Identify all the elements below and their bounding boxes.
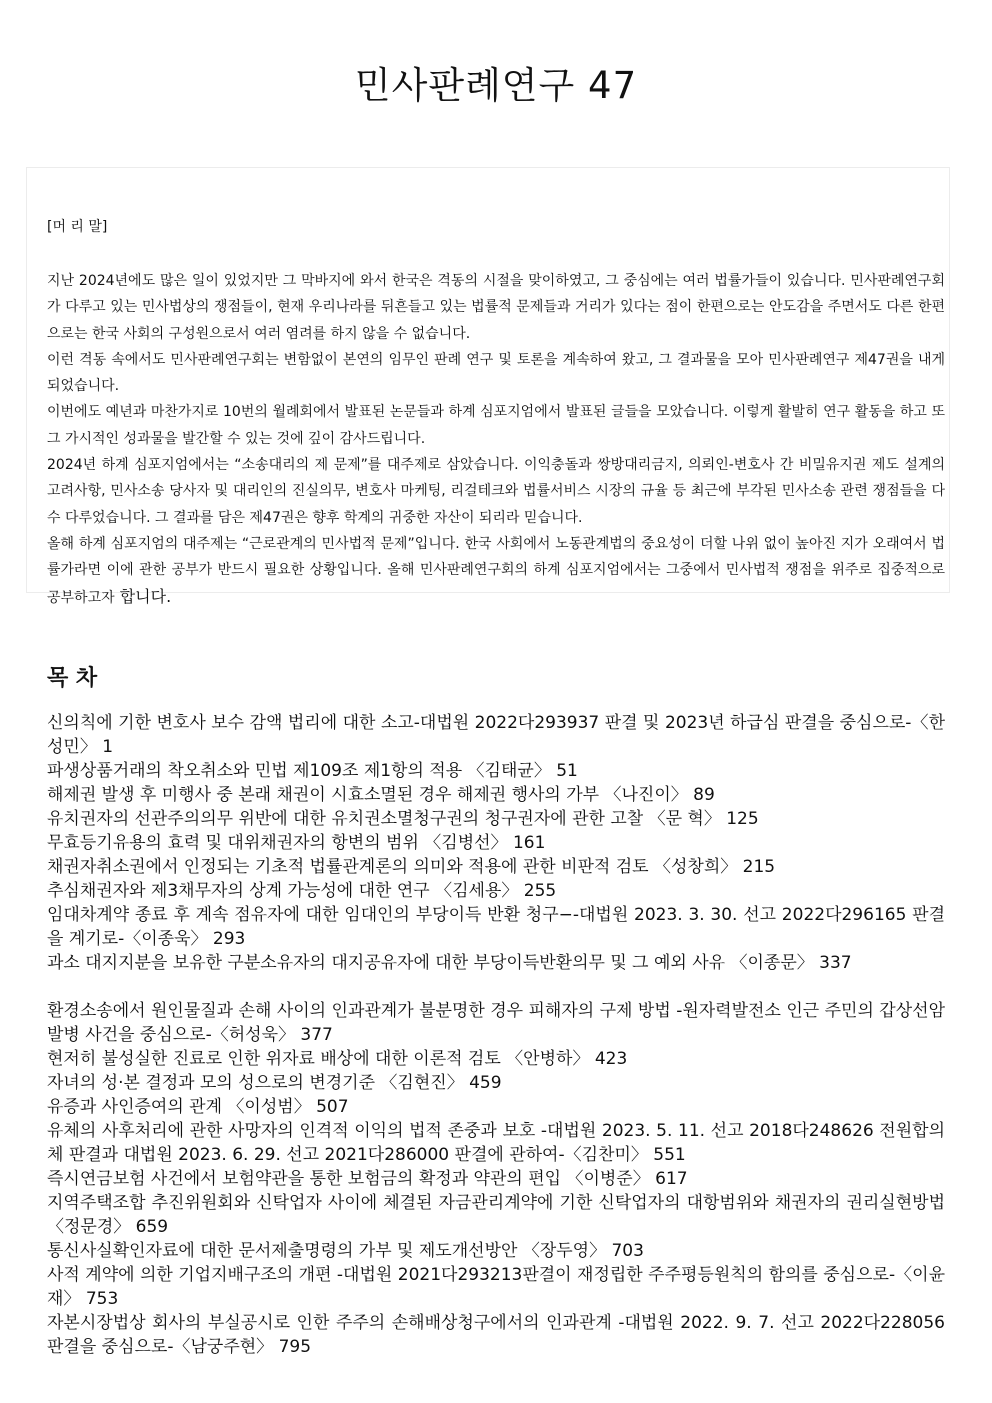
preface-paragraph-text: 올해 하계 심포지엄의 대주제는 “근로관계의 민사법적 문제”입니다. 한국 사회에서 노동관계법의 중요성이 더할 나위 없이 높아진 지가 오래여서 법률가라면 이에 관한 공부가 반드시 필요한 상황입니다. 올해 민사판례연구회의 하계 심포지엄에서는 그중에서 민사법적 쟁점을 위주로 집중적으로 공부하고자 <box>47 535 945 606</box>
toc-entry: 임대차계약 종료 후 계속 점유자에 대한 임대인의 부당이득 반환 청구−-대법원 2023. 3. 30. 선고 2022다296165 판결을 계기로-〈이종욱〉 293 <box>47 905 945 949</box>
toc-entry: 해제권 발생 후 미행사 중 본래 채권이 시효소멸된 경우 해제권 행사의 가부 〈나진이〉 89 <box>47 785 715 805</box>
toc-entry: 파생상품거래의 착오취소와 민법 제109조 제1항의 적용 〈김태균〉 51 <box>47 761 578 781</box>
preface-paragraph-tail: 합니다. <box>114 586 172 606</box>
preface-paragraph: 이번에도 예년과 마찬가지로 10번의 월례회에서 발표된 논문들과 하계 심포지엄에서 발표된 글들을 모았습니다. 이렇게 활발히 연구 활동을 하고 또 그 가시적인 성과물을 발간할 수 있는 것에 깊이 감사드립니다. <box>47 404 945 447</box>
toc-entry: 환경소송에서 원인물질과 손해 사이의 인과관계가 불분명한 경우 피해자의 구제 방법 -원자력발전소 인근 주민의 갑상선암 발병 사건을 중심으로-〈허성욱〉 377 <box>47 1001 945 1045</box>
preface-paragraph: 2024년 하계 심포지엄에서는 “소송대리의 제 문제”를 대주제로 삼았습니다. 이익충돌과 쌍방대리금지, 의뢰인-변호사 간 비밀유지권 제도 설계의 고려사항, 민사소송 당사자 및 대리인의 진실의무, 변호사 마케팅, 리걸테크와 법률서비스 시장의 규율 등 최근에 부각된 민사소송 관련 쟁점들을 다수 다루었습니다. 그 결과를 담은 제47권은 향후 학계의 귀중한 자산이 되리라 믿습니다. <box>47 457 945 526</box>
preface-paragraph: 이런 격동 속에서도 민사판례연구회는 변함없이 본연의 임무인 판례 연구 및 토론을 계속하여 왔고, 그 결과물을 모아 민사판례연구 제47권을 내게 되었습니다. <box>47 351 945 395</box>
preface-heading: [머 리 말] <box>47 219 108 235</box>
toc-list <box>47 711 945 1359</box>
toc-entry: 유치권자의 선관주의의무 위반에 대한 유치권소멸청구권의 청구권자에 관한 고찰 〈문 혁〉 125 <box>47 809 759 829</box>
preface-body <box>47 268 945 611</box>
toc-entry: 유증과 사인증여의 관계 〈이성범〉 507 <box>47 1097 349 1117</box>
toc-entry: 과소 대지지분을 보유한 구분소유자의 대지공유자에 대한 부당이득반환의무 및 그 예외 사유 〈이종문〉 337 <box>47 953 852 973</box>
toc-entry: 사적 계약에 의한 기업지배구조의 개편 -대법원 2021다293213판결이 재정립한 주주평등원칙의 함의를 중심으로-〈이윤재〉 753 <box>47 1265 945 1309</box>
toc-entry: 추심채권자와 제3채무자의 상계 가능성에 대한 연구 〈김세용〉 255 <box>47 881 557 901</box>
toc-entry: 자본시장법상 회사의 부실공시로 인한 주주의 손해배상청구에서의 인과관계 -대법원 2022. 9. 7. 선고 2022다228056 판결을 중심으로-〈남궁주현〉 795 <box>47 1313 945 1357</box>
toc-entry: 신의칙에 기한 변호사 보수 감액 법리에 대한 소고-대법원 2022다293937 판결 및 2023년 하급심 판결을 중심으로-〈한성민〉 1 <box>47 713 945 757</box>
toc-entry: 현저히 불성실한 진료로 인한 위자료 배상에 대한 이론적 검토 〈안병하〉 423 <box>47 1049 628 1069</box>
preface-paragraph-last <box>47 531 945 611</box>
toc-entry: 지역주택조합 추진위원회와 신탁업자 사이에 체결된 자금관리계약에 기한 신탁업자의 대항범위와 채권자의 권리실현방법 〈정문경〉 659 <box>47 1193 945 1237</box>
toc-entry: 즉시연금보험 사건에서 보험약관을 통한 보험금의 확정과 약관의 편입 〈이병준〉 617 <box>47 1169 688 1189</box>
preface-paragraph: 지난 2024년에도 많은 일이 있었지만 그 막바지에 와서 한국은 격동의 시절을 맞이하였고, 그 중심에는 여러 법률가들이 있습니다. 민사판례연구회가 다루고 있는 민사법상의 쟁점들이, 현재 우리나라를 뒤흔들고 있는 법률적 문제들과 거리가 있다는 점이 한편으로는 안도감을 주면서도 다른 한편으로는 한국 사회의 구성원으로서 여러 염려를 하지 않을 수 없습니다. <box>47 273 945 342</box>
toc-entry: 유체의 사후처리에 관한 사망자의 인격적 이익의 법적 존중과 보호 -대법원 2023. 5. 11. 선고 2018다248626 전원합의체 판결과 대법원 2023. 6. 29. 선고 2021다286000 판결에 관하여-〈김찬미〉 551 <box>47 1121 945 1165</box>
toc-entry: 통신사실확인자료에 대한 문서제출명령의 가부 및 제도개선방안 〈장두영〉 703 <box>47 1241 644 1261</box>
toc-entry: 채권자취소권에서 인정되는 기초적 법률관계론의 의미와 적용에 관한 비판적 검토 〈성창희〉 215 <box>47 857 776 877</box>
page-title: 민사판례연구 47 <box>354 63 638 107</box>
toc-group-spacer <box>47 975 945 999</box>
toc-entry: 무효등기유용의 효력 및 대위채권자의 항변의 범위 〈김병선〉 161 <box>47 833 546 853</box>
toc-entry: 자녀의 성·본 결정과 모의 성으로의 변경기준 〈김현진〉 459 <box>47 1073 502 1093</box>
toc-heading: 목 차 <box>47 666 98 691</box>
